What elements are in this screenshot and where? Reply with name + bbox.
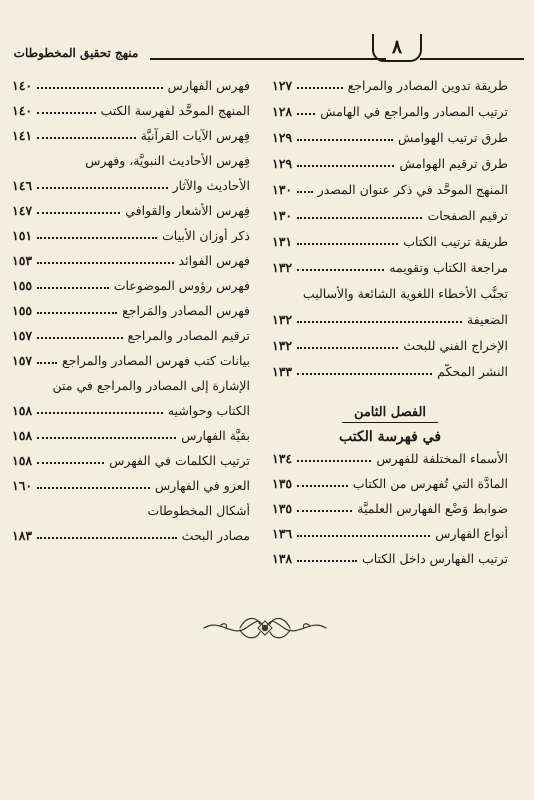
toc-entry-title: الأسماء المختلفة للفهرس xyxy=(376,451,508,466)
toc-entry-page-number: ١٣٥ xyxy=(272,501,293,516)
toc-entry-title: طرق ترتيب الهوامش xyxy=(398,130,508,145)
toc-leader-dots xyxy=(37,87,163,89)
toc-entry-title: طريقة تدوين المصادر والمراجع xyxy=(347,78,508,93)
toc-entry xyxy=(12,253,250,268)
toc-leader-dots xyxy=(297,373,432,375)
toc-leader-dots xyxy=(37,537,177,539)
toc-entry xyxy=(12,528,250,543)
toc-entry-title: ذكر أوزان الأبيات xyxy=(162,228,250,243)
toc-entry-page-number: ١٥١ xyxy=(12,228,33,243)
toc-leader-dots xyxy=(297,485,348,487)
toc-leader-dots xyxy=(297,113,315,115)
toc-leader-dots xyxy=(297,87,342,89)
toc-entry xyxy=(12,403,250,418)
toc-leader-dots xyxy=(37,137,135,139)
toc-entry-title: النشر المحكَّم xyxy=(437,364,508,379)
toc-entry xyxy=(12,503,250,518)
toc-entry-page-number: ١٨٣ xyxy=(12,528,33,543)
toc-entry xyxy=(272,130,508,145)
toc-entry-title: فهرس الفهارس xyxy=(167,78,250,93)
toc-entry xyxy=(12,278,250,293)
toc-entry xyxy=(12,153,250,168)
toc-leader-dots xyxy=(37,112,95,114)
toc-entry-page-number: ١٣٢ xyxy=(272,260,293,275)
toc-entry-page-number: ١٥٧ xyxy=(12,328,33,343)
toc-entry-page-number: ١٥٣ xyxy=(12,253,33,268)
toc-entry xyxy=(12,453,250,468)
toc-entry-page-number: ١٥٨ xyxy=(12,453,33,468)
toc-leader-dots xyxy=(297,165,394,167)
toc-entry-page-number: ١٤٦ xyxy=(12,178,33,193)
toc-entry xyxy=(12,328,250,343)
toc-entry xyxy=(272,260,508,275)
toc-entry xyxy=(272,182,508,197)
toc-entry-page-number: ١٣٥ xyxy=(272,476,293,491)
toc-entry-title: ضوابط وَضْع الفهارس العلميَّة xyxy=(357,501,508,516)
toc-entry xyxy=(12,378,250,393)
toc-entry xyxy=(12,303,250,318)
toc-entry xyxy=(12,203,250,218)
toc-entry-page-number: ١٣٣ xyxy=(272,364,293,379)
toc-leader-dots xyxy=(297,347,398,349)
toc-leader-dots xyxy=(37,412,163,414)
toc-entry-page-number: ١٤٧ xyxy=(12,203,33,218)
toc-leader-dots xyxy=(297,243,398,245)
toc-leader-dots xyxy=(297,191,313,193)
toc-leader-dots xyxy=(37,437,176,439)
toc-leader-dots xyxy=(37,187,167,189)
toc-leader-dots xyxy=(297,139,393,141)
toc-leader-dots xyxy=(37,487,150,489)
toc-entry-title: الإخراج الفني للبحث xyxy=(403,338,508,353)
toc-entry-page-number: ١٥٥ xyxy=(12,303,33,318)
toc-entry xyxy=(12,128,250,143)
toc-entry-page-number: ١٥٨ xyxy=(12,403,33,418)
toc-entry-page-number: ١٤٠ xyxy=(12,78,33,93)
toc-entry-title: تجنُّب الأخطاء اللغوية الشائعة والأساليب xyxy=(302,286,508,301)
toc-entry-page-number: ١٣٠ xyxy=(272,182,293,197)
toc-leader-dots xyxy=(37,237,157,239)
toc-entry xyxy=(272,364,508,379)
toc-leader-dots xyxy=(37,462,104,464)
toc-entry-page-number: ١٣٨ xyxy=(272,551,293,566)
toc-entry-page-number: ١٣٠ xyxy=(272,208,293,223)
toc-entry-title: بقيَّة الفهارس xyxy=(181,428,250,443)
toc-entry-title: طريقة ترتيب الكتاب xyxy=(403,234,508,249)
toc-entry xyxy=(272,208,508,223)
toc-entry-title: ترتيب المصادر والمراجع في الهامش xyxy=(320,104,508,119)
page-number: ٨ xyxy=(372,34,422,62)
toc-leader-dots xyxy=(297,535,430,537)
chapter-heading-block xyxy=(272,405,508,445)
toc-entry-title: ترقيم المصادر والمراجع xyxy=(127,328,250,343)
toc-entry xyxy=(272,234,508,249)
toc-entry-title: فهرس المصادر والمَراجع xyxy=(122,303,250,318)
toc-leader-dots xyxy=(297,560,357,562)
toc-leader-dots xyxy=(37,262,173,264)
toc-entry xyxy=(12,478,250,493)
header-rule-left xyxy=(150,58,386,60)
toc-leader-dots xyxy=(297,510,352,512)
toc-entry-page-number: ١٤٠ xyxy=(12,103,33,118)
toc-entry xyxy=(272,451,508,466)
chapter-heading-underline xyxy=(342,422,438,423)
toc-leader-dots xyxy=(37,312,117,314)
toc-leader-dots xyxy=(297,321,462,323)
toc-leader-dots xyxy=(37,362,57,364)
floral-divider-ornament-icon xyxy=(200,608,330,648)
toc-entry-page-number: ١٣٦ xyxy=(272,526,293,541)
toc-entry-title: مراجعة الكتاب وتقويمه xyxy=(389,260,508,275)
toc-entry-title: الضعيفة xyxy=(467,312,508,327)
toc-entry-title: بيانات كتب فهرس المصادر والمراجع xyxy=(62,353,250,368)
toc-entry-title: فِهرس الأحاديث النبويَّة، وفهرس xyxy=(85,153,250,168)
toc-leader-dots xyxy=(297,460,371,462)
toc-entry-title: طرق ترقيم الهوامش xyxy=(399,156,508,171)
toc-entry-page-number: ١٤١ xyxy=(12,128,33,143)
toc-entry-title: المنهج الموحَّد في ذكر عنوان المصدر xyxy=(317,182,508,197)
toc-entry xyxy=(272,476,508,491)
toc-entry-title: الكتاب وحواشيه xyxy=(167,403,250,418)
toc-entry-title: الأحاديث والآثار xyxy=(172,178,250,193)
toc-entry-page-number: ١٢٧ xyxy=(272,78,293,93)
toc-entry-page-number: ١٥٨ xyxy=(12,428,33,443)
toc-leader-dots xyxy=(37,212,120,214)
header-rule-right xyxy=(420,58,524,60)
toc-entry-page-number: ١٣١ xyxy=(272,234,293,249)
toc-entry xyxy=(272,156,508,171)
toc-entry xyxy=(12,178,250,193)
toc-entry xyxy=(12,428,250,443)
chapter-heading: الفصل الثامن xyxy=(353,405,427,420)
toc-entry-page-number: ١٥٥ xyxy=(12,278,33,293)
toc-entry xyxy=(272,501,508,516)
toc-entry-title: فِهرس الآيات القرآنيَّة xyxy=(140,128,250,143)
toc-entry-title: ترتيب الكلمات في الفهرس xyxy=(109,453,250,468)
running-title: منهج تحقيق المخطوطات xyxy=(13,46,139,60)
toc-leader-dots xyxy=(297,217,422,219)
toc-entry-title: فهرس الفوائد xyxy=(178,253,250,268)
toc-entry-page-number: ١٦٠ xyxy=(12,478,33,493)
toc-entry xyxy=(272,338,508,353)
toc-entry-title: ترتيب الفهارس داخل الكتاب xyxy=(361,551,508,566)
toc-entry-page-number: ١٢٩ xyxy=(272,130,293,145)
toc-entry-page-number: ١٣٤ xyxy=(272,451,293,466)
toc-entry-title: أشكال المخطوطات xyxy=(147,503,250,518)
toc-entry xyxy=(272,551,508,566)
toc-entry-page-number: ١٥٧ xyxy=(12,353,33,368)
chapter-title: في فهرسة الكتب xyxy=(338,429,442,445)
toc-leader-dots xyxy=(37,287,109,289)
toc-entry xyxy=(12,228,250,243)
toc-entry-title: مصادر البحث xyxy=(181,528,250,543)
toc-entry xyxy=(272,78,508,93)
toc-entry-title: فهرس رؤوس الموضوعات xyxy=(113,278,250,293)
page-header xyxy=(0,34,534,74)
toc-entry xyxy=(12,78,250,93)
toc-entry-page-number: ١٣٢ xyxy=(272,312,293,327)
toc-entry-title: المادَّة التي تُفهرس من الكتاب xyxy=(352,476,508,491)
toc-entry-page-number: ١٢٩ xyxy=(272,156,293,171)
toc-entry-page-number: ١٣٢ xyxy=(272,338,293,353)
toc-entry xyxy=(272,312,508,327)
toc-entry xyxy=(272,104,508,119)
toc-entry-title: فِهرس الأشعار والقوافي xyxy=(125,203,250,218)
toc-entry-title: المنهج الموحَّد لفهرسة الكتب xyxy=(100,103,250,118)
toc-entry-title: أنواع الفهارس xyxy=(435,526,508,541)
toc-entry xyxy=(272,526,508,541)
toc-entry xyxy=(12,103,250,118)
toc-entry-title: الإشارة إلى المصادر والمراجع في متن xyxy=(52,378,250,393)
toc-column-right xyxy=(272,78,508,576)
toc-leader-dots xyxy=(37,337,122,339)
toc-entry-page-number: ١٢٨ xyxy=(272,104,293,119)
toc-entry xyxy=(272,286,508,301)
toc-entry-title: العزو في الفهارس xyxy=(154,478,250,493)
toc-entry-title: ترقيم الصفحات xyxy=(427,208,508,223)
toc-entry xyxy=(12,353,250,368)
toc-leader-dots xyxy=(297,269,384,271)
toc-column-left xyxy=(12,78,250,553)
